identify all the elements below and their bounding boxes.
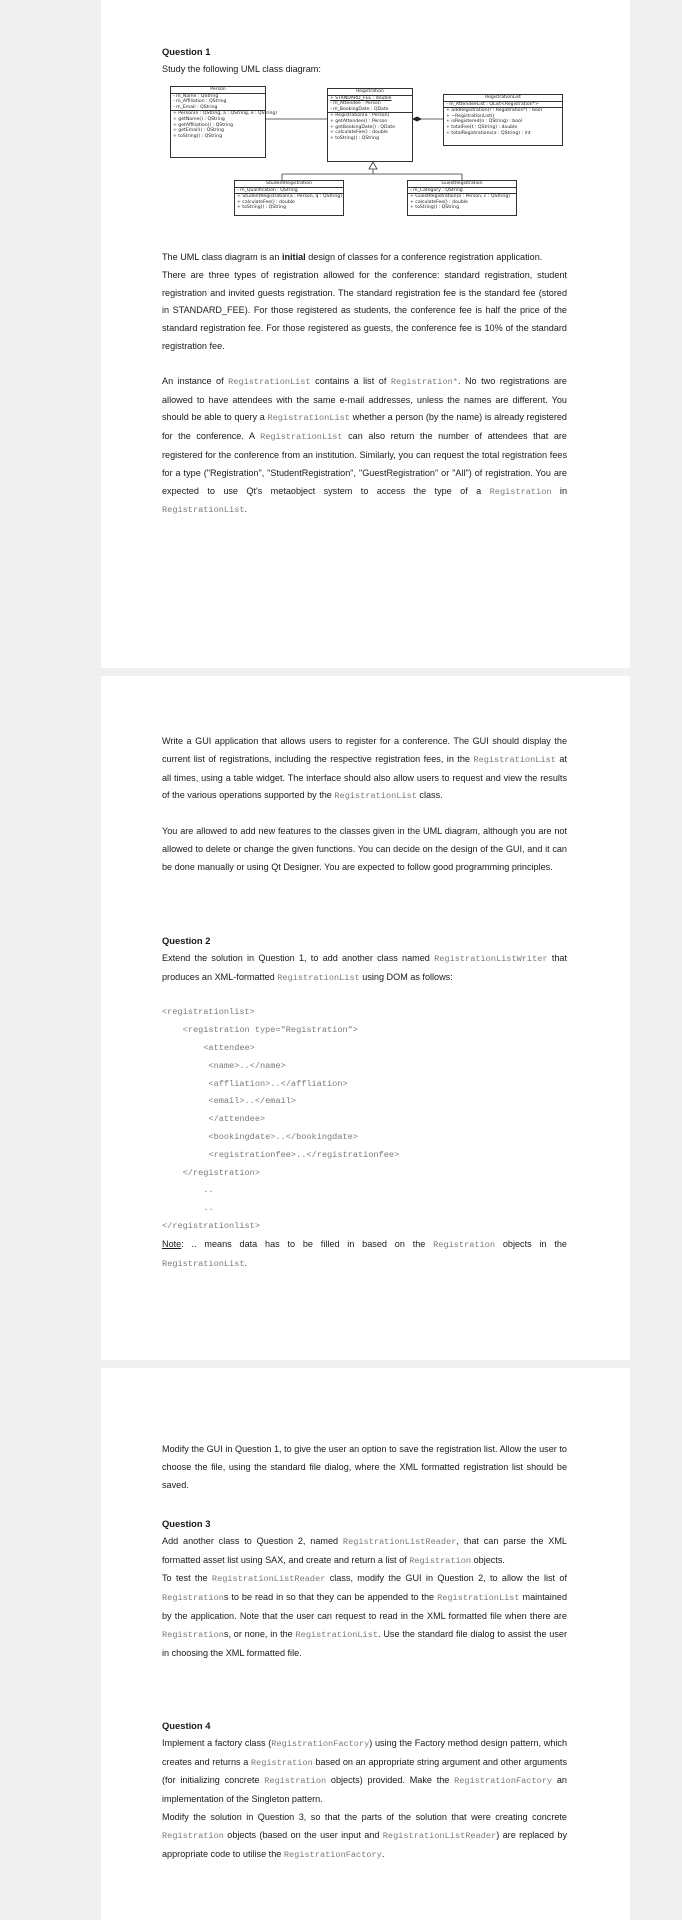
uml-attribute: - m_AttendeeList : QList<Registration*> <box>446 101 539 107</box>
code-line: <registrationfee>..</registrationfee> <box>162 1149 400 1160</box>
paragraph: The UML class diagram is an initial design of classes for a conference registration application. <box>162 252 543 262</box>
uml-operation: + addRegistration(r : Registration*) : bool <box>446 108 542 114</box>
uml-attribute: - m_Email : QString <box>173 104 218 110</box>
question-3-block <box>162 1515 567 1662</box>
paragraph: Implement a factory class (RegistrationFactory) using the Factory method design pattern, which creates and returns a Registration based on an appropriate string argument and other arguments (for initializing concrete Registration objects) provided. Make the RegistrationFactory an implementation of the Singleton pattern. <box>162 1737 567 1805</box>
uml-operation: + calculateFee() : double <box>330 130 388 136</box>
code-line: <affliation>..</affliation> <box>162 1078 348 1089</box>
question-4-heading: Question 4 <box>162 1720 211 1731</box>
uml-class-name: Registration <box>328 89 412 96</box>
uml-operation: + calculateFee() : double <box>410 199 468 205</box>
uml-class-registration <box>327 88 413 162</box>
code-line: <name>..</name> <box>162 1060 286 1071</box>
uml-attribute: - m_Attendee : Person <box>330 101 381 107</box>
uml-class-guestregistration <box>407 180 517 216</box>
code-line: .. <box>162 1185 214 1196</box>
question-2-block <box>162 932 567 1273</box>
paragraph: You are allowed to add new features to the classes given in the UML diagram, although you are not allowed to delete or change the given functions. You can decide on the design of the GUI, and it can be done manually or using Qt Designer. You are expected to follow good programming principles. <box>162 826 567 872</box>
uml-operation: + toString() : QString <box>173 133 223 139</box>
uml-class-studentregistration <box>234 180 344 216</box>
paragraph: Modify the solution in Question 3, so that the parts of the solution that were creating concrete Registration objects (based on the user input and RegistrationListReader) are replaced by appropriate code to utilise the RegistrationFactory. <box>162 1811 567 1860</box>
uml-operation: + getAffiliation() : QString <box>173 122 233 128</box>
uml-attribute: - m_BookingDate : QDate <box>330 106 389 112</box>
uml-operation: + totalFee(t : QString) : double <box>446 124 518 130</box>
uml-class-name: Person <box>171 87 265 94</box>
uml-operation: + getAttendee() : Person <box>330 118 388 124</box>
uml-class-name: StudentRegistration <box>235 181 343 188</box>
code-line: <email>..</email> <box>162 1096 297 1107</box>
code-line: <bookingdate>..</bookingdate> <box>162 1131 358 1142</box>
uml-operation: + totalRegistrations(a : QString) : int <box>446 130 531 136</box>
paragraph: Modify the GUI in Question 1, to give the user an option to save the registration list. Allow the user to choose the file, using the standard file dialog, where the XML formatted registration list should be saved. <box>162 1444 567 1490</box>
uml-operation: + Registration(a : Person) <box>330 113 390 119</box>
code-line: </registration> <box>162 1167 260 1178</box>
uml-operation: + getBookingDate() : QDate <box>330 124 396 130</box>
uml-class-name: RegistrationList <box>444 95 562 102</box>
question-3-heading: Question 3 <box>162 1518 211 1529</box>
paragraph: Extend the solution in Question 1, to add another class named RegistrationListWriter that produces an XML-formatted RegistrationList using DOM as follows: <box>162 952 567 983</box>
uml-class-person <box>170 86 278 158</box>
uml-attribute: - m_Category : QString <box>410 187 463 193</box>
uml-attribute: + STANDARD_FEE : double <box>330 95 392 101</box>
uml-operation: + GuestRegistration(a : Person, c : QString) <box>410 194 511 200</box>
uml-attribute: - m_Affiliation : QString <box>173 99 227 105</box>
paragraph: Write a GUI application that allows users to register for a conference. The GUI should display the current list of registrations, including the respective registration fees, in the RegistrationList at all times, using a table widget. The interface should also allow users to request and view the results of the various operations supported by the RegistrationList class. <box>162 736 567 802</box>
uml-operation: + isRegistered(n : QString) : bool <box>446 119 523 125</box>
paragraph: Add another class to Question 2, named RegistrationListReader, that can parse the XML formatted asset list using SAX, and create and return a list of Registration objects. <box>162 1535 567 1566</box>
uml-operation: + calculateFee() : double <box>237 199 295 205</box>
uml-attribute: - m_Qualification : QString <box>237 187 298 193</box>
paragraph: An instance of RegistrationList contains a list of Registration*. No two registrations are allowed to have attendees with the same e-mail addresses, unless the names are different. You should be able to query a RegistrationList whether a person (by the name) is already registered for the conference. A RegistrationList can also return the number of attendees that are registered for the conference from an institution. Similarly, you can request the total registration fees for a type ("Registration", "StudentRegistration", "GuestRegistration" or "All") of registration. You are expected to use Qt's metaobject system to access the type of a Registration in RegistrationList. <box>162 375 568 516</box>
question-1-heading: Question 1 <box>162 46 211 57</box>
xml-code-block <box>162 1004 567 1235</box>
question-2-heading: Question 2 <box>162 935 211 946</box>
paragraph: To test the RegistrationListReader class, modify the GUI in Question 2, to allow the list of Registrations to be read in so that they can be appended to the RegistrationList maintained by the application. Note that the user can request to read in the XML formatted file when there are Registrations, or none, in the RegistrationList. Use the standard file dialog to assist the user in choosing the XML formatted file. <box>162 1573 568 1658</box>
uml-class-name: GuestRegistration <box>408 181 516 188</box>
code-line: <registration type="Registration"> <box>162 1025 358 1036</box>
code-line: .. <box>162 1203 214 1214</box>
uml-operation: + toString() : QString <box>410 205 460 211</box>
question-2-gui-task <box>162 1441 567 1494</box>
question-1-heading-block <box>162 43 567 79</box>
code-line: <attendee> <box>162 1042 255 1053</box>
paragraph: There are three types of registration allowed for the conference: standard registration, student registration and invited guests registration. The standard registration fee is the standard fee (stored in STANDARD_FEE). For those registered as students, the conference fee is half the price of the standard registration fee. For those registered as guests, the conference fee is 10% of the standard registration fee. <box>162 269 567 351</box>
uml-operation: + StudentRegistration(a : Person, q : QString) <box>237 194 343 200</box>
note-paragraph: Note: .. means data has to be filled in based on the Registration objects in the RegistrationList. <box>162 1238 567 1269</box>
uml-class-registrationlist <box>443 94 563 146</box>
code-line: <registrationlist> <box>162 1007 255 1018</box>
uml-operation: + getName() : QString <box>173 116 225 122</box>
code-line: </registrationlist> <box>162 1220 260 1231</box>
question-1-intro: Study the following UML class diagram: <box>162 63 321 74</box>
uml-operation: + getEmail() : QString <box>173 128 224 134</box>
uml-operation: + toString() : QString <box>237 205 287 211</box>
uml-class-diagram <box>162 82 567 227</box>
uml-operation: + Person(n : QString, a : QString, e : QString) <box>173 111 278 117</box>
question-1-gui-task <box>162 733 567 877</box>
uml-operation: + ~RegistrationList() <box>446 113 495 119</box>
question-4-block <box>162 1717 567 1864</box>
uml-attribute: - m_Name : QString <box>173 93 219 99</box>
question-1-description <box>162 249 567 520</box>
code-line: </attendee> <box>162 1114 266 1125</box>
uml-operation: + toString() : QString <box>330 135 380 141</box>
